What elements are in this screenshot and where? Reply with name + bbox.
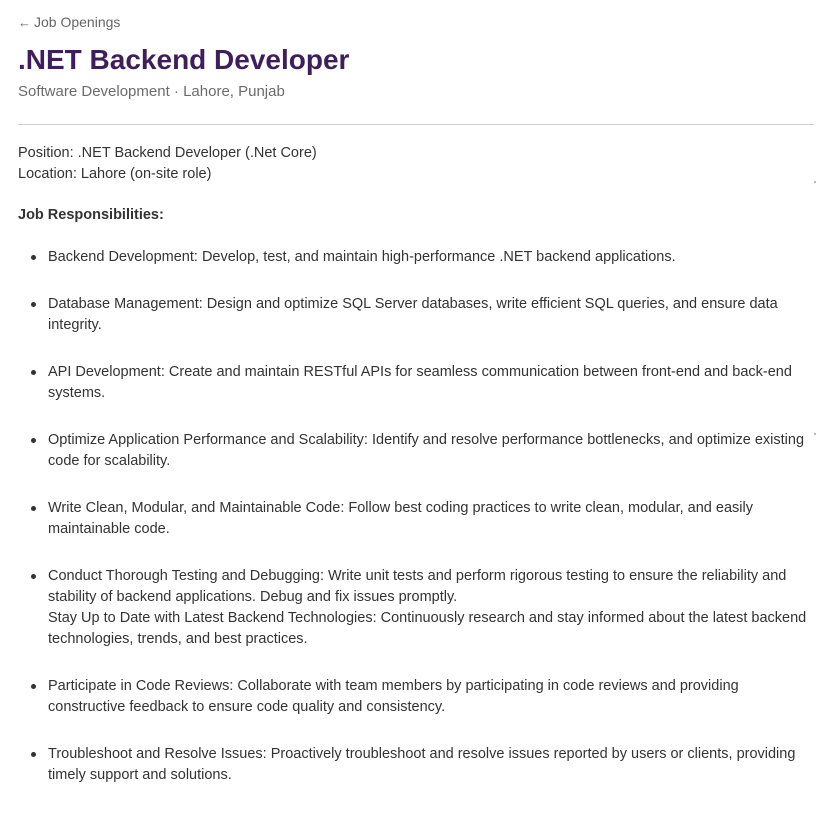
responsibilities-heading: Job Responsibilities: — [18, 207, 164, 223]
edge-mark — [814, 181, 816, 183]
job-meta: Software Development · Lahore, Punjab — [18, 83, 285, 100]
responsibility-text: Troubleshoot and Resolve Issues: Proactively troubleshoot and resolve issues reported by users or clients, providing timely support and solutions. — [48, 746, 796, 783]
list-item — [18, 247, 814, 268]
list-item — [18, 676, 814, 718]
responsibility-text: Optimize Application Performance and Scalability: Identify and resolve performance bottlenecks, and optimize existing code for scalability. — [48, 432, 805, 469]
list-item — [18, 566, 814, 650]
location-line: Location: Lahore (on-site role) — [18, 166, 212, 182]
responsibility-text: Conduct Thorough Testing and Debugging: Write unit tests and perform rigorous testing to ensure the reliability and stability of backend applications. Debug and fix issues promptly. — [48, 568, 787, 605]
responsibility-extra-text: Stay Up to Date with Latest Backend Technologies: Continuously research and stay informed about the latest backend technologies, trends, and best practices. — [48, 610, 807, 647]
list-item — [18, 498, 814, 540]
responsibility-text: API Development: Create and maintain RESTful APIs for seamless communication between front-end and back-end systems. — [48, 364, 792, 401]
list-item — [18, 744, 814, 786]
back-to-job-openings-link[interactable] — [18, 12, 120, 32]
responsibility-text: Backend Development: Develop, test, and maintain high-performance .NET backend applications. — [48, 249, 676, 265]
job-title: .NET Backend Developer — [18, 44, 350, 75]
responsibility-text: Participate in Code Reviews: Collaborate with team members by participating in code reviews and providing constructive feedback to ensure code quality and consistency. — [48, 678, 739, 715]
back-arrow-icon: ← — [18, 14, 31, 30]
job-intro — [18, 143, 814, 185]
position-line: Position: .NET Backend Developer (.Net Core) — [18, 145, 317, 161]
list-item — [18, 430, 814, 472]
list-item — [18, 362, 814, 404]
responsibility-text: Database Management: Design and optimize SQL Server databases, write efficient SQL queries, and ensure data integrity. — [48, 296, 778, 333]
divider — [18, 124, 814, 125]
list-item — [18, 294, 814, 336]
responsibilities-list — [18, 247, 814, 786]
back-link-label: Job Openings — [34, 14, 121, 30]
responsibility-text: Write Clean, Modular, and Maintainable Code: Follow best coding practices to write clean, modular, and easily maintainable code. — [48, 500, 753, 537]
edge-mark — [814, 433, 816, 435]
